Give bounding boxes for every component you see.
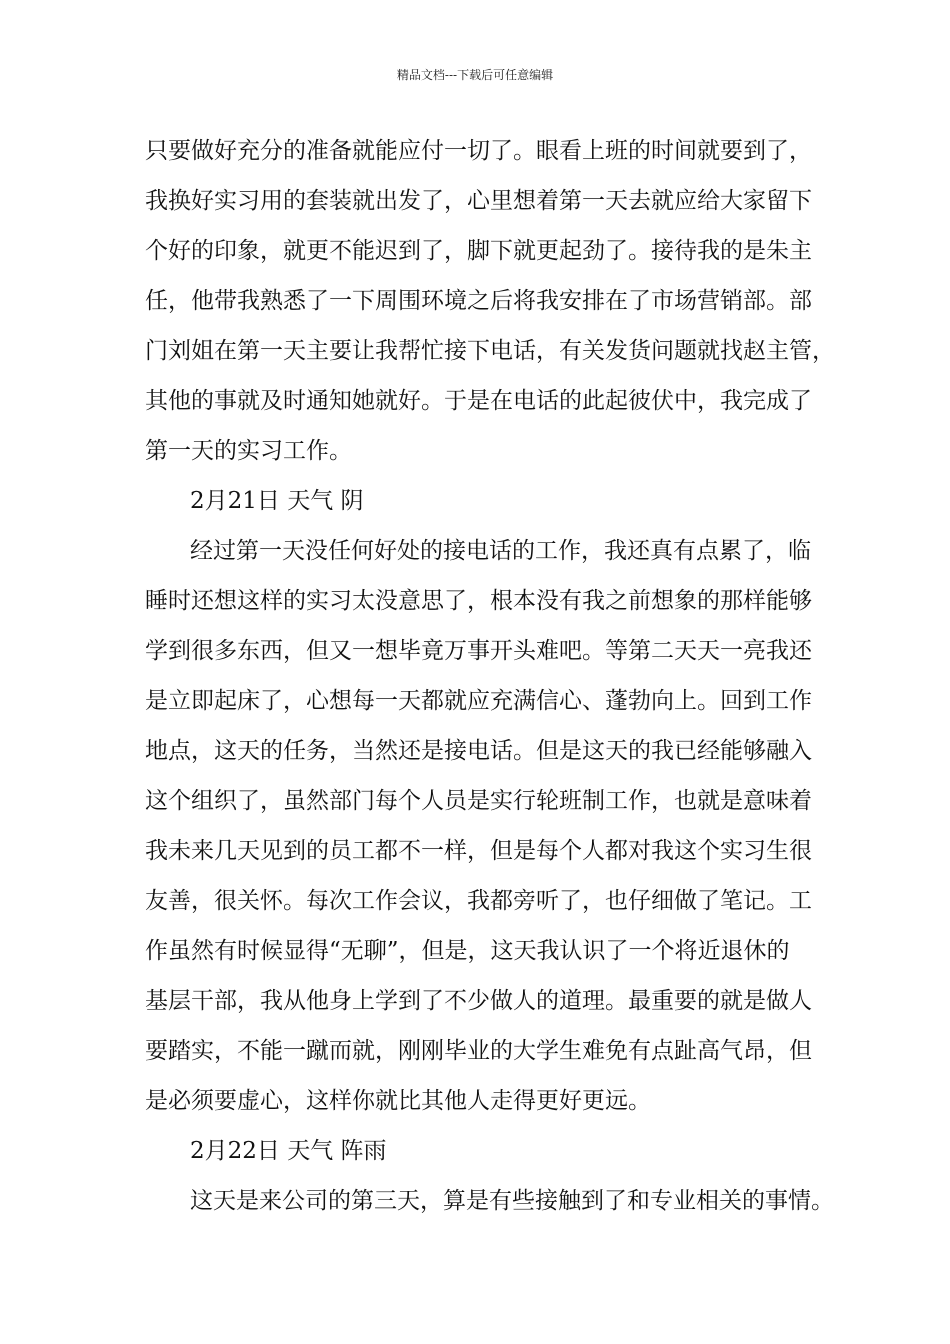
paragraph-line: 作虽然有时候显得“无聊”，但是，这天我认识了一个将近退休的 bbox=[145, 938, 790, 964]
paragraph-line: 任，他带我熟悉了一下周围环境之后将我安排在了市场营销部。部 bbox=[145, 288, 812, 314]
paragraph-line: 只要做好充分的准备就能应付一切了。眼看上班的时间就要到了， bbox=[145, 138, 812, 164]
paragraph-line: 睡时还想这样的实习太没意思了，根本没有我之前想象的那样能够 bbox=[145, 588, 812, 614]
paragraph-line: 我未来几天见到的员工都不一样，但是每个人都对我这个实习生很 bbox=[145, 838, 812, 864]
paragraph-line: 友善，很关怀。每次工作会议，我都旁听了，也仔细做了笔记。工 bbox=[145, 888, 812, 914]
paragraph-line: 这个组织了，虽然部门每个人员是实行轮班制工作，也就是意味着 bbox=[145, 788, 812, 814]
paragraph-line: 经过第一天没任何好处的接电话的工作，我还真有点累了，临 bbox=[190, 538, 811, 564]
date-weather-heading: 2月21日 天气 阴 bbox=[190, 488, 364, 514]
page-header: 精品文档---下载后可任意编辑 bbox=[396, 68, 554, 82]
paragraph-line: 是立即起床了，心想每一天都就应充满信心、蓬勃向上。回到工作 bbox=[145, 688, 812, 714]
paragraph-line: 是必须要虚心，这样你就比其他人走得更好更远。 bbox=[145, 1088, 651, 1114]
paragraph-line: 其他的事就及时通知她就好。于是在电话的此起彼伏中，我完成了 bbox=[145, 388, 812, 414]
paragraph-line: 基层干部，我从他身上学到了不少做人的道理。最重要的就是做人 bbox=[145, 988, 812, 1014]
paragraph-line: 要踏实，不能一蹴而就，刚刚毕业的大学生难免有点趾高气昂，但 bbox=[145, 1038, 812, 1064]
paragraph-line: 学到很多东西，但又一想毕竟万事开头难吧。等第二天天一亮我还 bbox=[145, 638, 812, 664]
date-weather-heading: 2月22日 天气 阵雨 bbox=[190, 1138, 387, 1164]
paragraph-line: 门刘姐在第一天主要让我帮忙接下电话，有关发货问题就找赵主管， bbox=[145, 338, 835, 364]
paragraph-line: 我换好实习用的套装就出发了，心里想着第一天去就应给大家留下 bbox=[145, 188, 812, 214]
paragraph-line: 地点，这天的任务，当然还是接电话。但是这天的我已经能够融入 bbox=[145, 738, 812, 764]
paragraph-line: 个好的印象，就更不能迟到了，脚下就更起劲了。接待我的是朱主 bbox=[145, 238, 812, 264]
paragraph-line: 第一天的实习工作。 bbox=[145, 438, 352, 464]
paragraph-line: 这天是来公司的第三天，算是有些接触到了和专业相关的事情。 bbox=[190, 1188, 834, 1214]
